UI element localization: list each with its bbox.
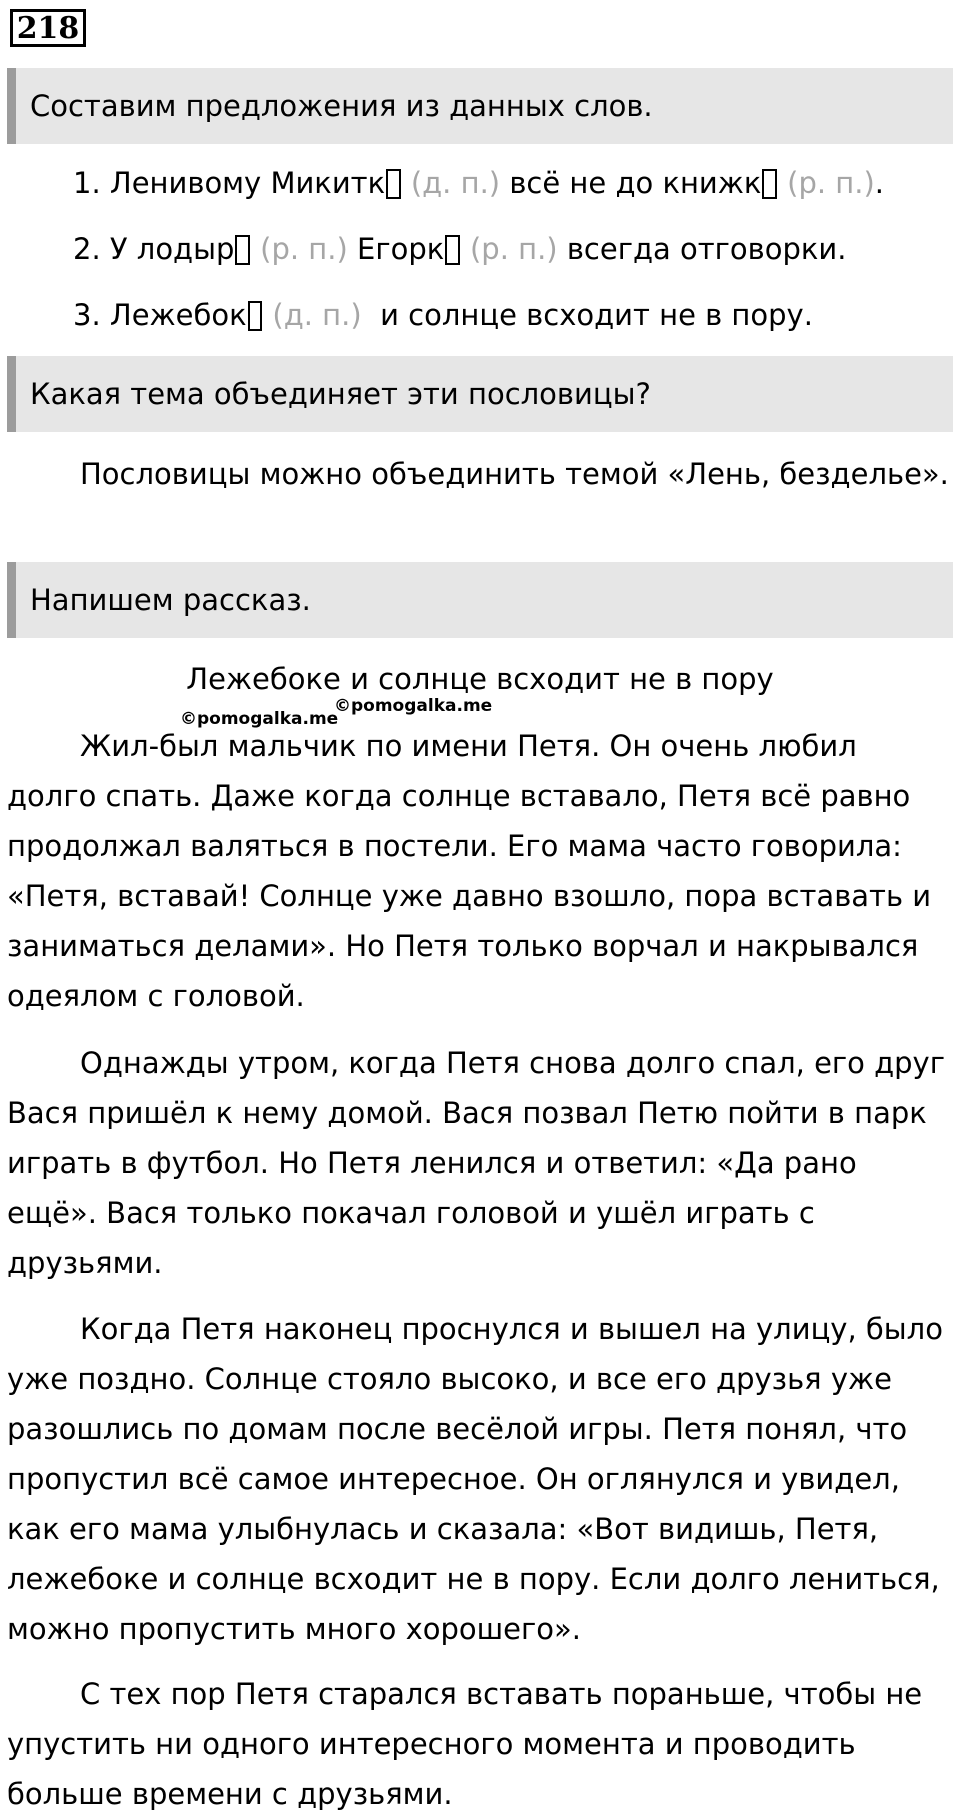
case-hint: (р. п.) <box>787 166 875 200</box>
sentence-2 <box>73 229 846 269</box>
sentence-end: . <box>874 166 885 200</box>
sentence-text: всё не до книжк <box>509 166 762 200</box>
sentence-text: У лодыр <box>109 232 235 266</box>
story-paragraph-2: Однажды утром, когда Петя снова долго спал, его друг Вася пришёл к нему домой. Вася позвал Петю пойти в парк играть в футбол. Но Петя ленился и ответил: «Да рано ещё». Вася только покачал головой и ушёл играть с друзьями. <box>7 1046 945 1280</box>
case-hint: (р. п.) <box>469 232 558 266</box>
sentence-number: 1. <box>73 166 101 200</box>
sentence-3 <box>73 295 813 335</box>
theme-answer: Пословицы можно объединить темой «Лень, безделье». <box>80 457 949 491</box>
watermark: ©pomogalka.me <box>180 709 339 729</box>
sentence-text: Егорк <box>357 232 445 266</box>
sentence-number: 2. <box>73 232 101 266</box>
story-paragraph-1: Жил-был мальчик по имени Петя. Он очень любил долго спать. Даже когда солнце вставало, Петя всё равно продолжал валяться в постели. Его мама часто говорила: «Петя, вставай! Солнце уже давно взошло, пора вставать и заниматься делами». Но Петя только ворчал и накрывался одеялом с головой. <box>7 729 932 1013</box>
task-heading-theme: Какая тема объединяет эти пословицы? <box>7 356 953 432</box>
story-paragraph-3: Когда Петя наконец проснулся и вышел на улицу, было уже поздно. Солнце стояло высоко, и все его друзья уже разошлись по домам после весёлой игры. Петя понял, что пропустил всё самое интересное. Он оглянулся и увидел, как его мама улыбнулась и сказала: «Вот видишь, Петя, лежебоке и солнце всходит не в пору. Если долго лениться, можно пропустить много хорошего». <box>7 1312 943 1646</box>
exercise-number: 218 <box>10 9 86 47</box>
story-paragraph-4: С тех пор Петя старался вставать пораньше, чтобы не упустить ни одного интересного момента и проводить больше времени с друзьями. <box>7 1677 923 1811</box>
sentence-text: Ленивому Микитк <box>109 166 386 200</box>
case-hint: (д. п.) <box>272 298 362 332</box>
sentence-text: Лежебок <box>109 298 247 332</box>
sentence-end: всегда отговорки. <box>566 232 847 266</box>
blank-letter-box[interactable] <box>386 169 401 199</box>
task-heading-sentences: Составим предложения из данных слов. <box>7 68 953 144</box>
blank-letter-box[interactable] <box>248 301 263 331</box>
blank-letter-box[interactable] <box>445 235 460 265</box>
sentence-1 <box>73 163 884 203</box>
blank-letter-box[interactable] <box>235 235 250 265</box>
task-heading-story: Напишем рассказ. <box>7 562 953 638</box>
story-title: Лежебоке и солнце всходит не в пору <box>186 662 774 696</box>
sentence-number: 3. <box>73 298 101 332</box>
case-hint: (д. п.) <box>410 166 501 200</box>
blank-letter-box[interactable] <box>762 169 777 199</box>
sentence-end: и солнце всходит не в пору. <box>380 298 813 332</box>
watermark: ©pomogalka.me <box>334 696 493 716</box>
case-hint: (р. п.) <box>260 232 348 266</box>
